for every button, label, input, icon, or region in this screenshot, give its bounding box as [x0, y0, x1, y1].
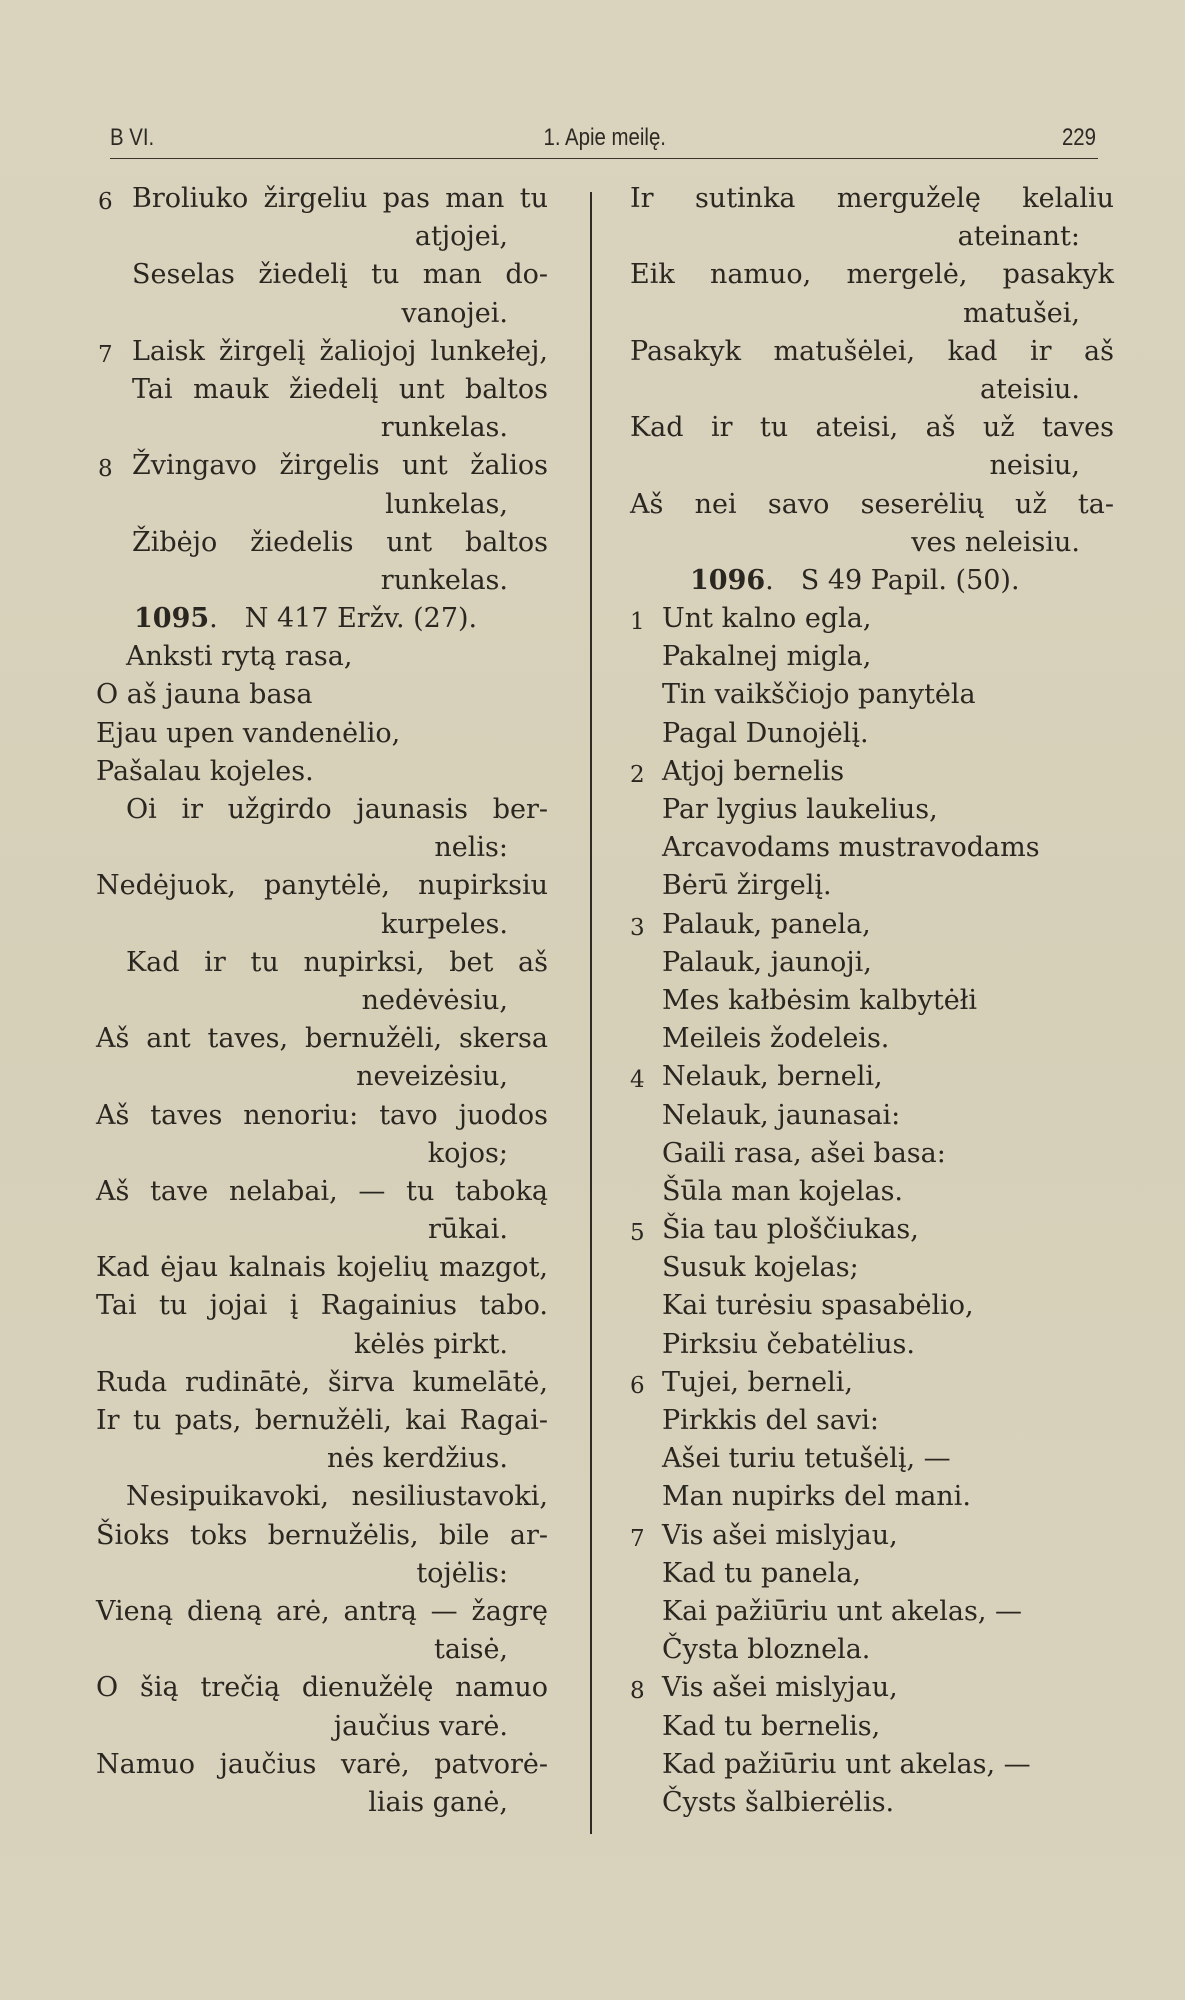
- verse-text: Kad tu panela,: [662, 1557, 862, 1589]
- verse-line: [630, 1249, 1100, 1287]
- verse-line: [96, 1746, 566, 1784]
- verse-text: ateisiu.: [979, 373, 1080, 405]
- verse-line: [96, 944, 566, 982]
- verse-line: [96, 867, 566, 905]
- stanza-number: 6: [630, 1372, 645, 1399]
- verse-text: Palauk, panela,: [662, 908, 871, 940]
- verse-text: rūkai.: [428, 1214, 508, 1246]
- verse-line: [630, 676, 1100, 714]
- verse-line: [96, 791, 566, 829]
- verse-text: Kai turėsiu spasabėlio,: [662, 1290, 974, 1322]
- verse-text: Atjoj bernelis: [662, 755, 845, 787]
- verse-line: [96, 409, 566, 447]
- verse-text: Seselas žiedelį tu man do-: [132, 259, 548, 291]
- verse-line: [96, 447, 566, 485]
- verse-text: Pirksiu čebatėlius.: [662, 1328, 915, 1360]
- verse-text: Ejau upen vandenėlio,: [96, 717, 401, 749]
- song-source-reference: S 49 Papil. (50).: [800, 564, 1020, 596]
- verse-line: [630, 829, 1100, 867]
- verse-text: nės kerdžius.: [326, 1443, 508, 1475]
- verse-line: [96, 1555, 566, 1593]
- verse-text: Pakalnej migla,: [662, 641, 872, 673]
- verse-line: [630, 753, 1100, 791]
- verse-text: neisiu,: [989, 450, 1080, 482]
- verse-line: [96, 1097, 566, 1135]
- verse-line: [96, 1517, 566, 1555]
- verse-line: [630, 1402, 1100, 1440]
- verse-line: [96, 676, 566, 714]
- verse-line: [96, 1173, 566, 1211]
- verse-line: [630, 982, 1100, 1020]
- verse-line: [630, 944, 1100, 982]
- verse-text: Čysta bloznela.: [662, 1634, 871, 1666]
- stanza-number: 8: [630, 1678, 645, 1705]
- verse-line: [96, 218, 566, 256]
- verse-line: [96, 562, 566, 600]
- verse-text: Namuo jaučius varė, patvorė-: [96, 1748, 548, 1780]
- stanza-number: 4: [630, 1067, 645, 1094]
- verse-line: [630, 1631, 1100, 1669]
- verse-text: Tujei, berneli,: [662, 1366, 853, 1398]
- verse-line: [630, 218, 1100, 256]
- column-divider: [590, 192, 592, 1834]
- verse-line: [630, 1708, 1100, 1746]
- verse-text: O šią trečią dienužėlę namuo: [96, 1672, 548, 1704]
- verse-text: Nelauk, jaunasai:: [662, 1099, 901, 1131]
- verse-line: [96, 1364, 566, 1402]
- verse-line: [630, 1669, 1100, 1707]
- verse-line: [96, 1211, 566, 1249]
- song-heading: [96, 600, 566, 638]
- verse-line: [630, 791, 1100, 829]
- verse-line: [630, 180, 1114, 218]
- page-number: 229: [1061, 124, 1096, 151]
- verse-text: Aš nei savo seserėlių už ta-: [630, 488, 1114, 520]
- verse-line: [630, 1478, 1100, 1516]
- verse-line: [630, 1173, 1100, 1211]
- verse-line: [630, 524, 1100, 562]
- verse-line: [96, 906, 566, 944]
- verse-line: [630, 1440, 1100, 1478]
- header-rule: [110, 158, 1098, 159]
- verse-line: [630, 1058, 1100, 1096]
- verse-line: [630, 1097, 1100, 1135]
- verse-text: Kad ir tu nupirksi, bet aš: [126, 946, 548, 978]
- verse-text: atjojei,: [414, 221, 508, 253]
- verse-line: [630, 1517, 1100, 1555]
- verse-text: Kad ir tu ateisi, aš už taves: [630, 412, 1114, 444]
- verse-line: [630, 1326, 1100, 1364]
- verse-text: Pirkkis del savi:: [662, 1405, 879, 1436]
- verse-text: Unt kalno egla,: [662, 603, 872, 635]
- verse-text: Mes kałbėsim kalbytėłi: [662, 984, 978, 1016]
- verse-text: Kad tu bernelis,: [662, 1710, 881, 1742]
- verse-line: [96, 715, 566, 753]
- verse-line: [96, 1784, 566, 1822]
- chapter-title: 1. Apie meilę.: [543, 124, 666, 151]
- verse-text: kurpeles.: [381, 908, 508, 940]
- verse-line: [630, 1135, 1100, 1173]
- verse-line: [630, 295, 1100, 333]
- verse-line: [630, 1287, 1100, 1325]
- verse-line: [630, 906, 1100, 944]
- verse-text: kėlės pirkt.: [353, 1328, 508, 1360]
- verse-line: [96, 371, 566, 409]
- verse-text: Ašei turiu tetušėlį, —: [662, 1443, 951, 1475]
- verse-text: runkelas.: [380, 564, 508, 596]
- verse-text: matušei,: [963, 297, 1080, 329]
- verse-text: Žibėjo žiedelis unt baltos: [132, 526, 548, 558]
- verse-line: [630, 1593, 1100, 1631]
- stanza-number: 3: [630, 914, 645, 941]
- verse-text: Broliuko žirgeliu pas man tu: [132, 183, 548, 214]
- stanza-number: 7: [98, 341, 113, 368]
- verse-text: Žvingavo žirgelis unt žalios: [132, 450, 548, 482]
- verse-text: Nedėjuok, panytėlė, nupirksiu: [96, 870, 548, 902]
- verse-text: Aš taves nenoriu: tavo juodos: [96, 1099, 548, 1131]
- verse-text: [134, 600, 477, 638]
- verse-text: taisė,: [434, 1634, 508, 1666]
- verse-line: [630, 1746, 1100, 1784]
- verse-text: Pašalau kojeles.: [96, 755, 314, 787]
- verse-text: Šioks toks bernužėlis, bile ar-: [96, 1519, 548, 1551]
- verse-line: [96, 638, 566, 676]
- left-column: [96, 180, 566, 1822]
- verse-text: Ir tu pats, bernužėli, kai Ragai-: [96, 1405, 548, 1436]
- stanza-number: 8: [98, 456, 113, 483]
- right-column: [630, 180, 1114, 1822]
- verse-line: [96, 1326, 566, 1364]
- verse-text: Aš tave nelabai, — tu taboką: [96, 1175, 548, 1207]
- section-label: B VI.: [110, 124, 155, 151]
- verse-text: vanojei.: [401, 297, 508, 329]
- stanza-number: 5: [630, 1220, 645, 1247]
- verse-text: Vis ašei mislyjau,: [662, 1672, 898, 1704]
- verse-line: [630, 867, 1100, 905]
- verse-text: Arcavodams mustravodams: [662, 832, 1040, 864]
- verse-text: Tai mauk žiedelį unt baltos: [132, 373, 548, 405]
- verse-text: Aš ant taves, bernužėli, skersa: [96, 1023, 548, 1055]
- verse-line: [630, 486, 1114, 524]
- verse-line: [96, 1669, 566, 1707]
- verse-text: ves neleisiu.: [911, 526, 1080, 558]
- verse-line: [96, 333, 566, 371]
- verse-line: [96, 1058, 566, 1096]
- stanza-number: 6: [98, 189, 113, 215]
- verse-text: Kad ėjau kalnais kojelių mazgot,: [96, 1252, 548, 1284]
- verse-text: Palauk, jaunoji,: [662, 946, 872, 978]
- verse-line: [96, 753, 566, 791]
- verse-line: [630, 638, 1100, 676]
- verse-text: nedėvėsiu,: [361, 984, 508, 1016]
- verse-text: Bėrū žirgelį.: [662, 870, 832, 902]
- song-source-reference: N 417 Eržv. (27).: [244, 603, 478, 635]
- verse-text: Ir sutinka merguželę kelaliu: [630, 183, 1114, 214]
- verse-text: [690, 562, 1020, 600]
- verse-text: Susuk kojelas;: [662, 1252, 859, 1284]
- verse-line: [630, 1555, 1100, 1593]
- verse-line: [96, 1249, 566, 1287]
- song-heading: [630, 562, 1100, 600]
- verse-text: Vieną dieną arė, antrą — žagrę: [96, 1595, 548, 1627]
- verse-text: Pasakyk matušėlei, kad ir aš: [630, 335, 1114, 367]
- verse-text: runkelas.: [380, 412, 508, 444]
- verse-line: [96, 982, 566, 1020]
- verse-text: Šia tau ploščiukas,: [662, 1214, 919, 1246]
- stanza-number: 2: [630, 761, 645, 788]
- verse-line: [630, 333, 1114, 371]
- verse-text: Tin vaikščiojo panytėla: [662, 679, 976, 711]
- verse-text: lunkelas,: [385, 488, 508, 520]
- verse-text: Ruda rudinātė, širva kumelātė,: [96, 1366, 548, 1398]
- verse-line: [96, 180, 566, 218]
- verse-text: nelis:: [434, 832, 508, 864]
- verse-text: kojos;: [427, 1137, 508, 1169]
- verse-line: [96, 1708, 566, 1746]
- verse-text: Nesipuikavoki, nesiliustavoki,: [126, 1481, 548, 1513]
- verse-text: Gaili rasa, ašei basa:: [662, 1137, 946, 1169]
- verse-text: Laisk žirgelį žaliojoj lunkełej,: [132, 335, 548, 367]
- verse-text: Meileis žodeleis.: [662, 1023, 890, 1055]
- verse-line: [96, 1478, 566, 1516]
- verse-line: [96, 1020, 566, 1058]
- verse-line: [96, 1593, 566, 1631]
- verse-text: ateinant:: [957, 221, 1080, 253]
- verse-line: [630, 1211, 1100, 1249]
- verse-text: Tai tu jojai į Ragainius tabo.: [96, 1290, 548, 1322]
- verse-line: [630, 715, 1100, 753]
- verse-text: Šūla man kojelas.: [662, 1175, 904, 1207]
- verse-text: liais ganė,: [368, 1786, 508, 1818]
- verse-line: [630, 371, 1100, 409]
- verse-text: Par lygius laukelius,: [662, 794, 938, 825]
- verse-text: Kad pažiūriu unt akelas, —: [662, 1748, 1031, 1780]
- verse-line: [96, 1440, 566, 1478]
- verse-line: [96, 486, 566, 524]
- song-number: 1095: [134, 603, 210, 635]
- verse-text: jaučius varė.: [333, 1710, 508, 1742]
- verse-line: [630, 1364, 1100, 1402]
- verse-line: [630, 409, 1114, 447]
- verse-text: neveizėsiu,: [356, 1061, 508, 1093]
- verse-text: Pagal Dunojėlį.: [662, 717, 869, 749]
- verse-line: [630, 1784, 1100, 1822]
- song-number: 1096: [690, 564, 766, 596]
- verse-line: [96, 256, 566, 294]
- verse-line: [96, 1402, 566, 1440]
- verse-line: [96, 1287, 566, 1325]
- verse-text: Man nupirks del mani.: [662, 1481, 971, 1513]
- verse-text: Čysts šalbierėlis.: [662, 1786, 895, 1818]
- song-number-dot: .: [765, 564, 801, 596]
- verse-text: Vis ašei mislyjau,: [662, 1519, 898, 1551]
- verse-text: Kai pažiūriu unt akelas, —: [662, 1595, 1023, 1627]
- verse-text: tojėlis:: [416, 1557, 508, 1589]
- verse-text: O aš jauna basa: [96, 679, 313, 711]
- verse-line: [96, 1631, 566, 1669]
- verse-line: [96, 524, 566, 562]
- verse-text: Anksti rytą rasa,: [126, 641, 353, 673]
- verse-line: [96, 1135, 566, 1173]
- song-number-dot: .: [209, 603, 245, 635]
- verse-line: [630, 1020, 1100, 1058]
- running-header: [110, 124, 1096, 160]
- verse-line: [630, 447, 1100, 485]
- verse-line: [630, 600, 1100, 638]
- verse-text: Eik namuo, mergelė, pasakyk: [630, 259, 1114, 291]
- verse-line: [96, 829, 566, 867]
- stanza-number: 1: [630, 609, 645, 636]
- verse-text: Nelauk, berneli,: [662, 1061, 883, 1093]
- verse-text: Oi ir užgirdo jaunasis ber-: [126, 794, 548, 825]
- verse-line: [96, 295, 566, 333]
- stanza-number: 7: [630, 1525, 645, 1552]
- verse-line: [630, 256, 1114, 294]
